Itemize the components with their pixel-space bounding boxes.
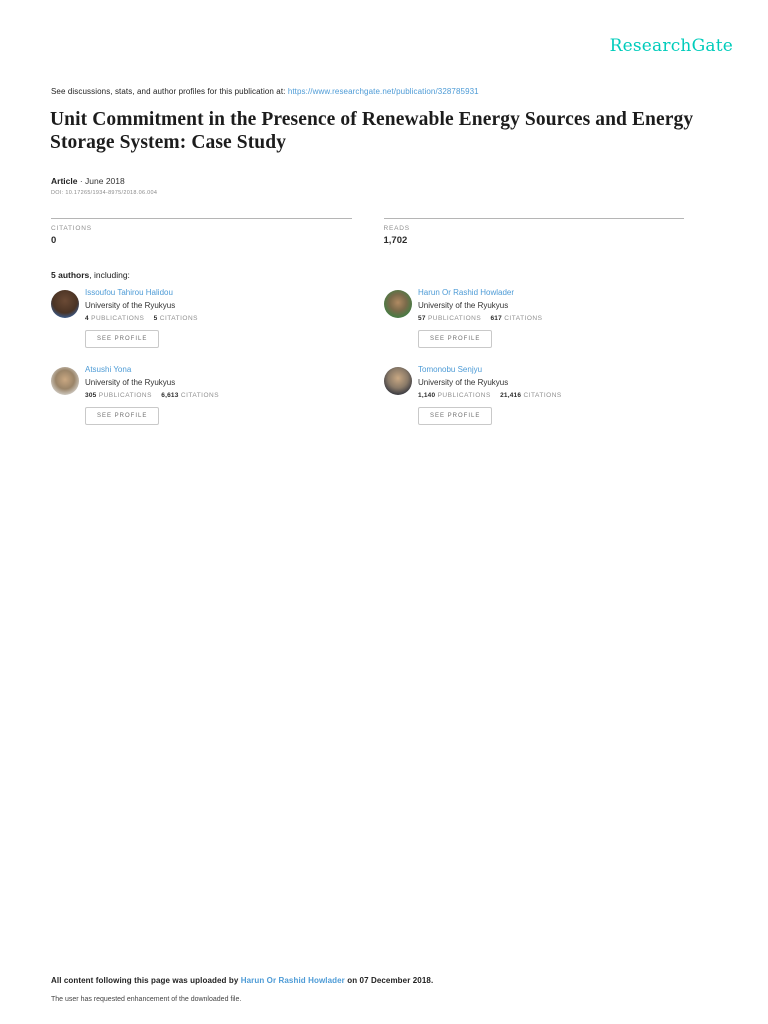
citations-count: 6,613 xyxy=(161,392,179,399)
citations-label: CITATIONS xyxy=(523,392,562,399)
author-stats xyxy=(418,315,684,322)
author-body xyxy=(418,365,684,425)
uploaded-date-text: on 07 December 2018. xyxy=(344,976,434,985)
see-discussions-text: See discussions, stats, and author profiles for this publication at: xyxy=(51,87,288,96)
author-card xyxy=(384,365,684,430)
author-card xyxy=(51,288,384,353)
see-profile-button[interactable]: SEE PROFILE xyxy=(418,330,492,348)
citations-count: 617 xyxy=(490,315,502,322)
stats-row xyxy=(51,218,684,246)
citations-block xyxy=(51,218,352,246)
author-avatar[interactable] xyxy=(51,290,79,318)
reads-count: 1,702 xyxy=(383,235,408,246)
author-body xyxy=(418,288,684,348)
publications-count: 305 xyxy=(85,392,97,399)
page-title: Unit Commitment in the Presence of Renewable Energy Sources and Energy Storage System: Case Study xyxy=(50,109,694,153)
author-avatar[interactable] xyxy=(384,290,412,318)
citations-label: CITATIONS xyxy=(51,225,92,232)
researchgate-logo[interactable]: ResearchGate xyxy=(609,36,733,56)
author-affiliation: University of the Ryukyus xyxy=(418,378,509,387)
author-affiliation: University of the Ryukyus xyxy=(85,378,176,387)
publications-count: 1,140 xyxy=(418,392,436,399)
publications-count: 4 xyxy=(85,315,89,322)
publications-count: 57 xyxy=(418,315,426,322)
reads-label: READS xyxy=(383,225,410,232)
citations-label: CITATIONS xyxy=(504,315,543,322)
author-avatar[interactable] xyxy=(384,367,412,395)
author-name-link[interactable]: Issoufou Tahirou Halidou xyxy=(85,288,173,297)
publications-label: PUBLICATIONS xyxy=(98,392,152,399)
citations-label: CITATIONS xyxy=(180,392,220,399)
author-card xyxy=(51,365,384,430)
article-type-label: Article xyxy=(51,176,78,186)
authors-count: 5 authors xyxy=(51,270,90,280)
author-name-link[interactable]: Harun Or Rashid Howlader xyxy=(418,288,515,297)
authors-grid xyxy=(51,288,684,430)
see-discussions-line xyxy=(51,87,479,96)
citations-count: 21,416 xyxy=(500,392,522,399)
uploaded-by-line xyxy=(51,976,433,985)
publications-label: PUBLICATIONS xyxy=(437,392,491,399)
article-type-line xyxy=(51,176,125,186)
author-card xyxy=(384,288,684,353)
author-body xyxy=(85,288,384,348)
article-separator: · xyxy=(77,176,86,186)
author-name-link[interactable]: Tomonobu Senjyu xyxy=(418,365,483,374)
doi-text: DOI: 10.17265/1934-8975/2018.06.004 xyxy=(51,190,158,196)
citations-label: CITATIONS xyxy=(159,315,198,322)
enhancement-note: The user has requested enhancement of the downloaded file. xyxy=(51,996,242,1003)
publication-url-link[interactable]: https://www.researchgate.net/publication/328785931 xyxy=(287,87,479,96)
citations-count: 0 xyxy=(51,235,57,246)
uploader-link[interactable]: Harun Or Rashid Howlader xyxy=(240,976,345,985)
author-stats xyxy=(85,315,384,322)
author-avatar[interactable] xyxy=(51,367,79,395)
author-affiliation: University of the Ryukyus xyxy=(418,301,509,310)
uploaded-by-text: All content following this page was uploaded by xyxy=(51,976,241,985)
author-body xyxy=(85,365,384,425)
publications-label: PUBLICATIONS xyxy=(427,315,482,322)
author-affiliation: University of the Ryukyus xyxy=(85,301,176,310)
see-profile-button[interactable]: SEE PROFILE xyxy=(85,407,159,425)
author-name-link[interactable]: Atsushi Yona xyxy=(85,365,132,374)
author-stats xyxy=(418,392,684,399)
see-profile-button[interactable]: SEE PROFILE xyxy=(85,330,159,348)
authors-including-text: , including: xyxy=(89,270,130,280)
publications-label: PUBLICATIONS xyxy=(91,315,145,322)
authors-header xyxy=(51,270,130,280)
article-date: June 2018 xyxy=(85,176,125,186)
citations-count: 5 xyxy=(153,315,158,322)
reads-block xyxy=(384,218,685,246)
author-stats xyxy=(85,392,384,399)
see-profile-button[interactable]: SEE PROFILE xyxy=(418,407,492,425)
